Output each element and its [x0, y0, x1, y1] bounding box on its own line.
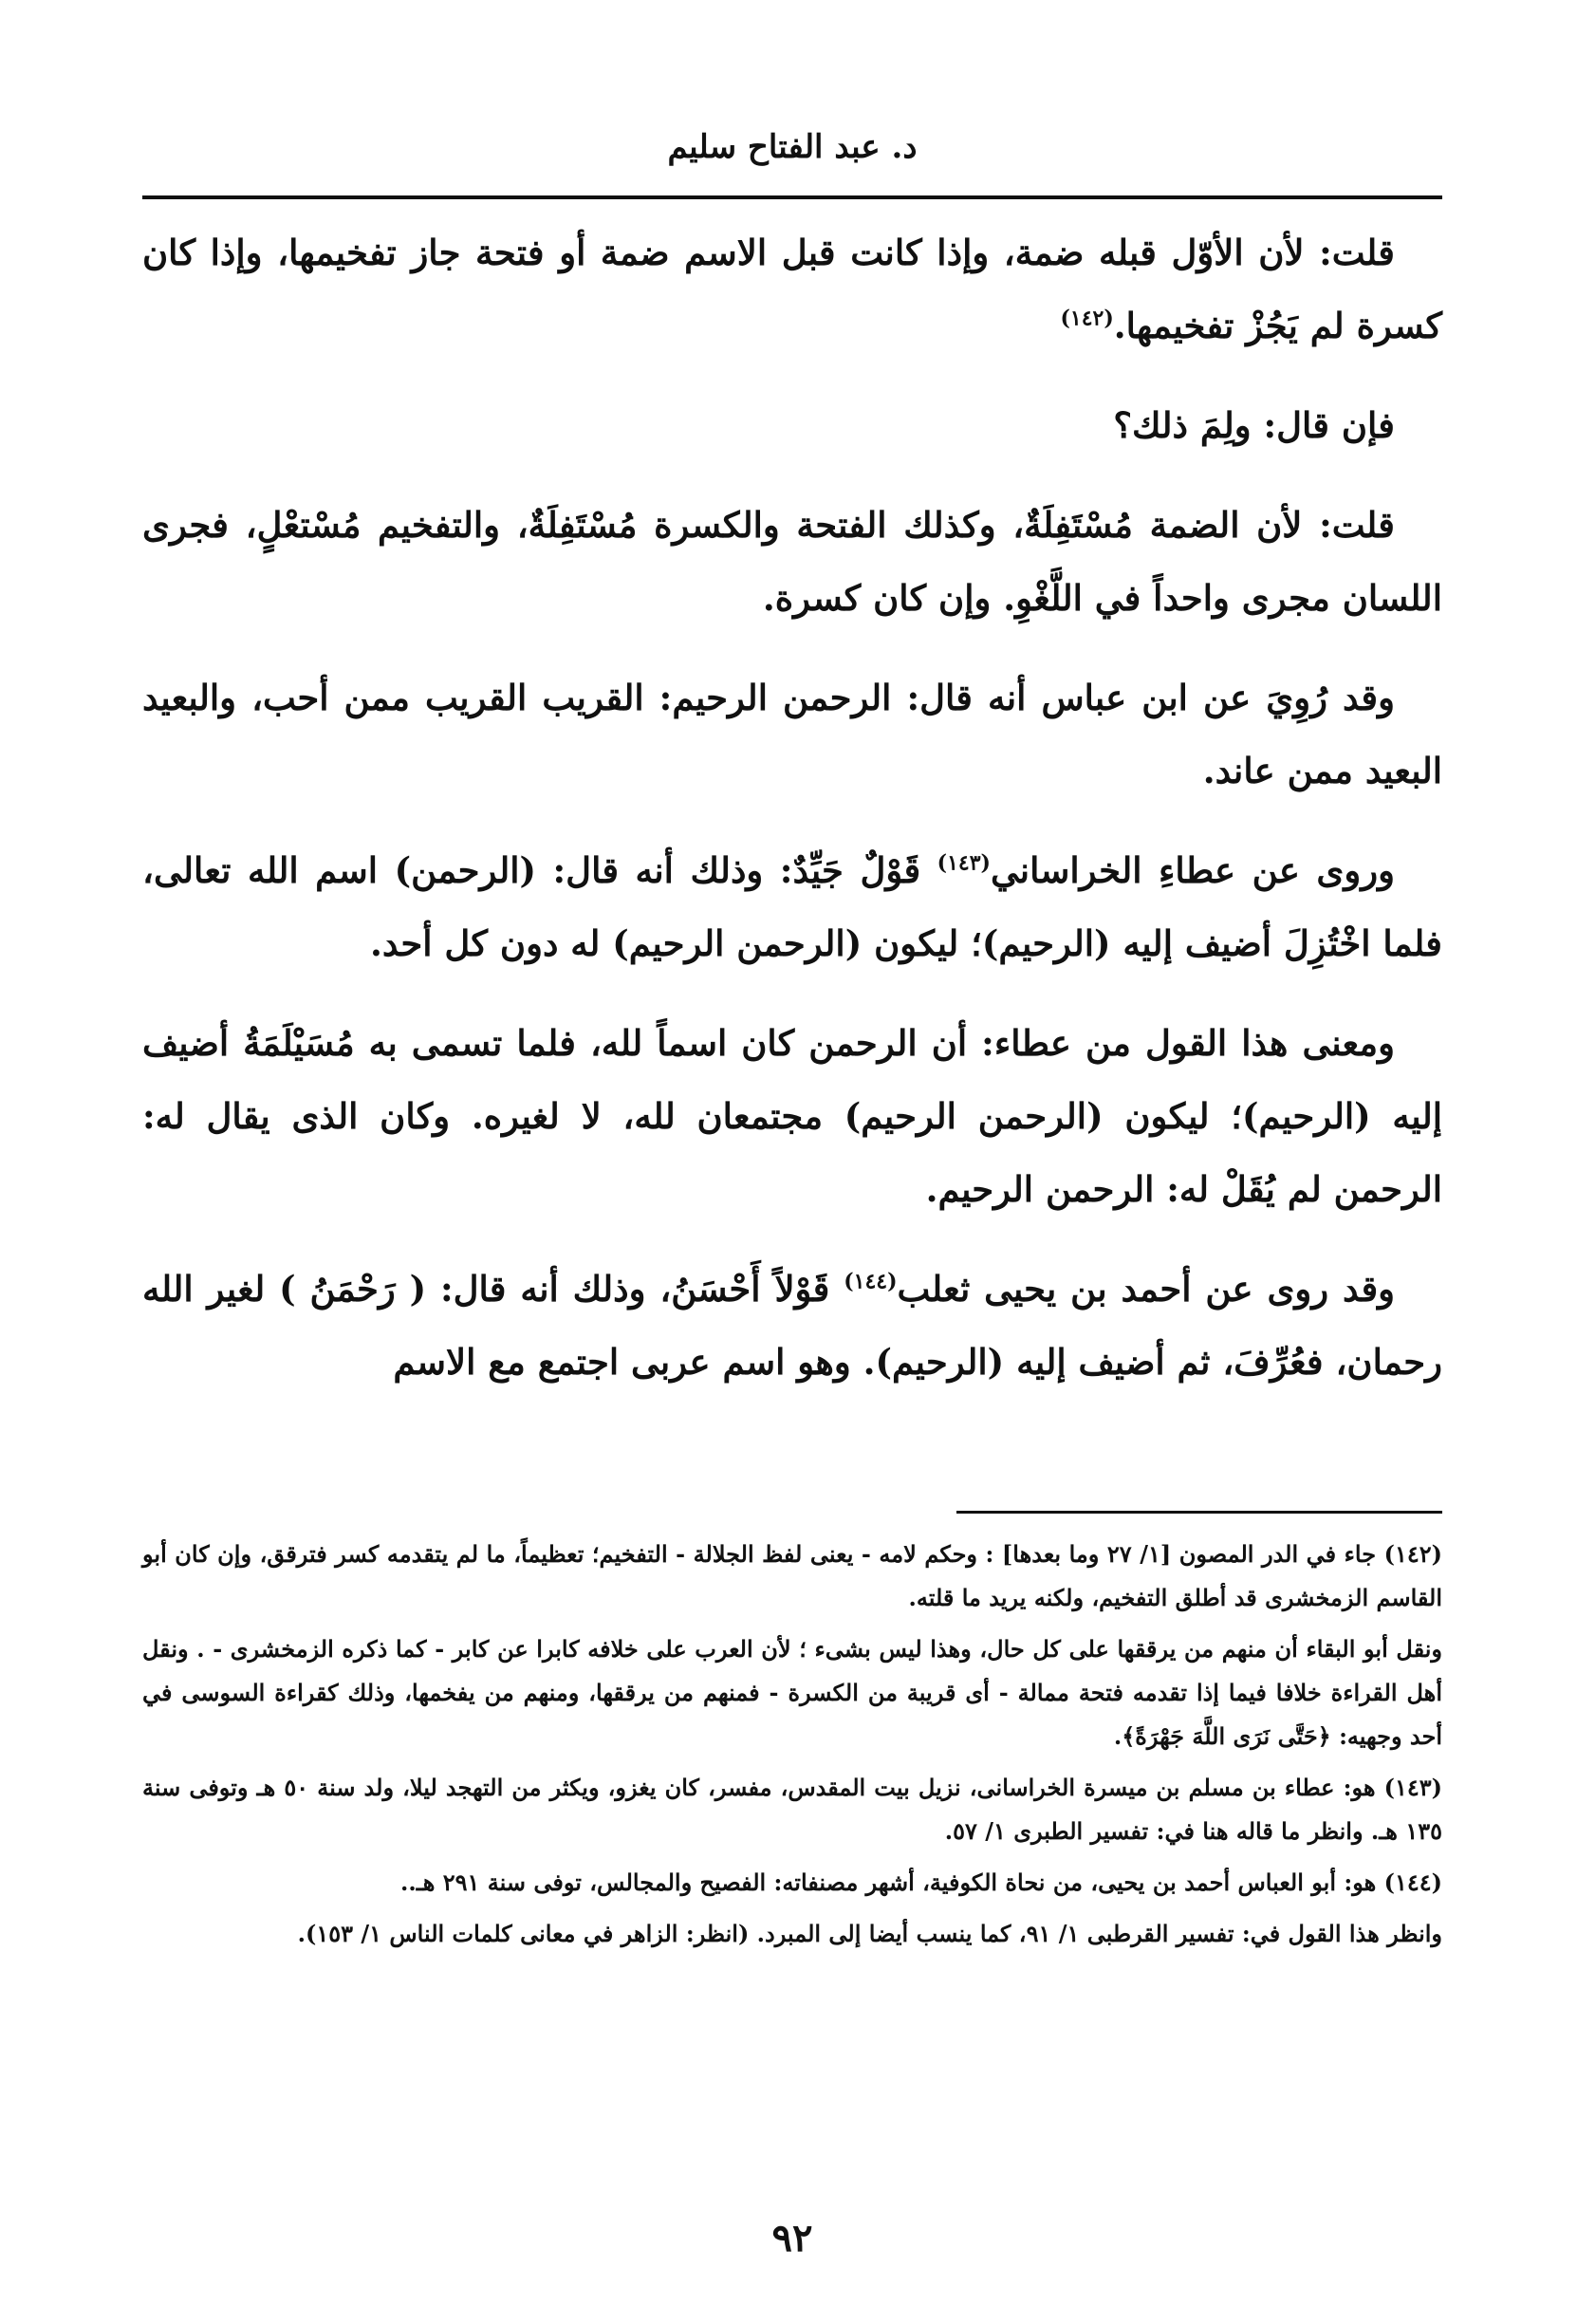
paragraph-5 — [142, 834, 1442, 980]
paragraph-7 — [142, 1253, 1442, 1399]
page-number: ٩٢ — [771, 2216, 813, 2260]
paragraph-5-text-a: وروى عن عطاءِ الخراساني — [990, 849, 1395, 891]
header-rule — [142, 195, 1442, 199]
main-text — [142, 216, 1442, 1425]
footnote-144: (١٤٤) هو: أبو العباس أحمد بن يحيى، من نحاة الكوفية، أشهر مصنفاته: الفصيح والمجالس، توفى سنة ٢٩١ هـ.. — [399, 1868, 1442, 1896]
footnote-143: (١٤٣) هو: عطاء بن مسلم بن ميسرة الخراسانى، نزيل بيت المقدس، مفسر، كان يغزو، ويكثر من التهجد ليلا، ولد سنة ٥٠ هـ وتوفى سنة ١٣٥ هـ. وانظر ما قاله هنا في: تفسير الطبرى ١/ ٥٧. — [142, 1774, 1443, 1845]
footnote-separator — [956, 1511, 1442, 1514]
paragraph-6: ومعنى هذا القول من عطاء: أن الرحمن كان اسماً لله، فلما تسمى به مُسَيْلَمَةُ أضيف إليه (الرحيم)؛ ليكون (الرحمن الرحيم) مجتمعان لله، لا لغيره. وكان الذى يقال له: الرحمن لم يُقَلْ له: الرحمن الرحيم. — [142, 1022, 1442, 1210]
footnote-144-continued: وانظر هذا القول في: تفسير القرطبى ١/ ٩١، كما ينسب أيضا إلى المبرد. (انظر: الزاهر في معانى كلمات الناس ١/ ١٥٣). — [297, 1920, 1442, 1947]
footnote-142: (١٤٢) جاء في الدر المصون [١/ ٢٧ وما بعدها] : وحكم لامه - يعنى لفظ الجلالة - التفخيم؛ تعظيماً، ما لم يتقدمه كسر فترقق، وإن كان أبو القاسم الزمخشرى قد أطلق التفخيم، ولكنه يريد ما قلته. — [142, 1540, 1442, 1611]
footnote-ref-143[interactable]: (١٤٣) — [937, 850, 991, 876]
paragraph-1 — [142, 216, 1442, 363]
footnote-142-continued: ونقل أبو البقاء أن منهم من يرققها على كل حال، وهذا ليس بشىء ؛ لأن العرب على خلافه كابرا عن كابر - كما ذكره الزمخشرى - . ونقل أهل القراءة خلافا فيما إذا تقدمه فتحة ممالة - أى قريبة من الكسرة - فمنهم من يرققها، ومنهم من يفخمها، وذلك كقراءة السوسى في أحد وجهيه: ﴿حَتَّى نَرَى اللَّهَ جَهْرَةً﴾. — [142, 1635, 1442, 1750]
paragraph-7-text-a: وقد روى عن أحمد بن يحيى ثعلب — [897, 1268, 1395, 1310]
paragraph-5-text-b: قَوْلٌ جَيِّدٌ: وذلك أنه قال: (الرحمن) اسم الله تعالى، فلما اخْتُزِلَ أضيف إليه (الرحيم)؛ ليكون (الرحمن الرحيم) له دون كل أحد. — [142, 849, 1442, 964]
paragraph-1-text: قلت: لأن الأوّل قبله ضمة، وإذا كانت قبل الاسم ضمة أو فتحة جاز تفخيمها، وإذا كان كسرة لم يَجُزْ تفخيمها. — [142, 232, 1442, 346]
paragraph-4: وقد رُوِيَ عن ابن عباس أنه قال: الرحمن الرحيم: القريب القريب ممن أحب، والبعيد البعيد ممن عاند. — [142, 677, 1442, 791]
footnote-ref-144[interactable]: (١٤٤) — [844, 1269, 898, 1294]
paragraph-3: قلت: لأن الضمة مُسْتَفِلَةٌ، وكذلك الفتحة والكسرة مُسْتَفِلَةٌ، والتفخيم مُسْتعْلٍ، فجرى اللسان مجرى واحداً في اللَّغْوِ. وإن كان كسرة. — [142, 504, 1442, 619]
paragraph-7-text-b: قَوْلاً أَحْسَنُ، وذلك أنه قال: ( رَحْمَنُ ) لغير الله رحمان، فعُرِّفَ، ثم أضيف إليه (الرحيم). وهو اسم عربى اجتمع مع الاسم — [142, 1268, 1442, 1383]
footnotes — [142, 1533, 1442, 1963]
footnote-ref-142[interactable]: (١٤٢) — [1060, 306, 1114, 331]
running-header: د. عبد الفتاح سليم — [667, 128, 918, 166]
paragraph-2: فإن قال: ولِمَ ذلك؟ — [1113, 404, 1395, 446]
